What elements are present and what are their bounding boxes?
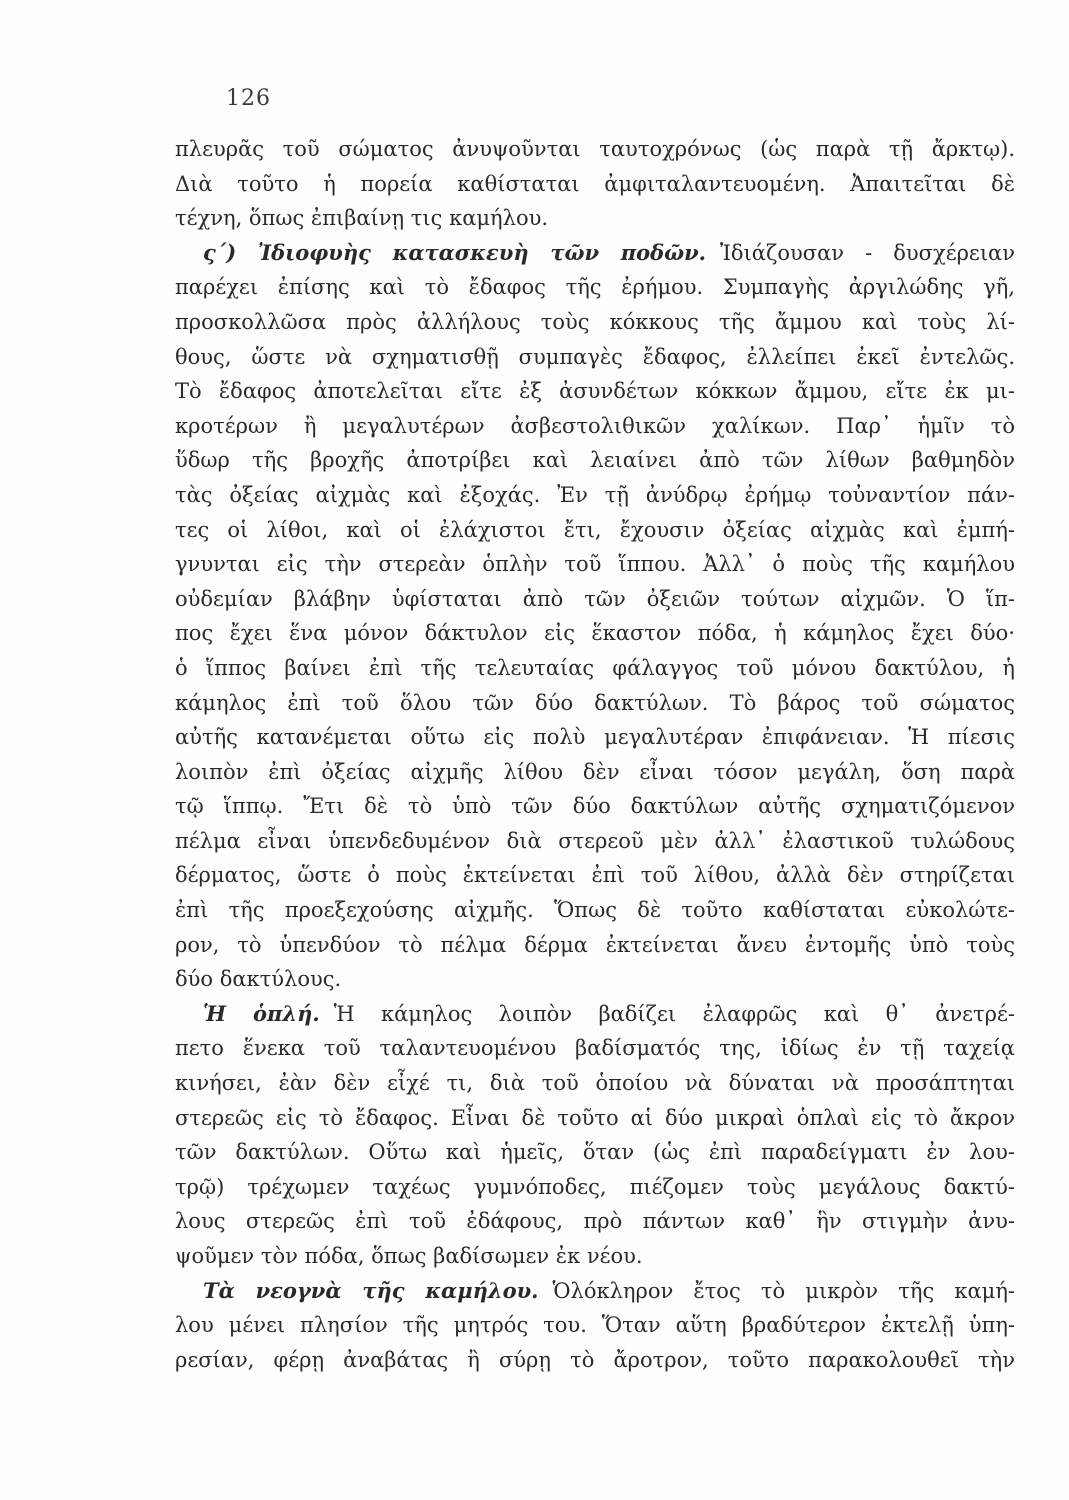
line-text: πος ἔχει ἕνα μόνον δάκτυλον εἰς ἕκαστον πόδα, ἡ κάμηλος ἔχει δύο· (175, 621, 1015, 646)
text-line (175, 651, 1015, 686)
text-line (175, 443, 1015, 478)
line-text: δέρματος, ὥστε ὁ ποὺς ἐκτείνεται ἐπὶ τοῦ λίθου, ἀλλὰ δὲν στηρίζεται (175, 863, 1015, 888)
line-text: λους στερεῶς ἐπὶ τοῦ ἐδάφους, πρὸ πάντων καθ᾽ ἣν στιγμὴν ἀνυ- (175, 1209, 1015, 1234)
line-text: κινήσει, ἐὰν δὲν εἶχέ τι, διὰ τοῦ ὁποίου νὰ δύναται νὰ προσάπτηται (175, 1071, 1015, 1096)
text-line (175, 582, 1015, 617)
line-text: Τὸ ἔδαφος ἀποτελεῖται εἴτε ἐξ ἀσυνδέτων κόκκων ἄμμου, εἴτε ἐκ μι- (175, 379, 1015, 404)
line-text: κροτέρων ἢ μεγαλυτέρων ἀσβεστολιθικῶν χαλίκων. Παρ᾽ ἡμῖν τὸ (175, 413, 1015, 438)
body-text (175, 132, 1015, 1377)
line-text: Ὁλόκληρον ἔτος τὸ μικρὸν τῆς καμή- (552, 1278, 1015, 1303)
line-text: οὐδεμίαν βλάβην ὑφίσταται ἀπὸ τῶν ὀξειῶν τούτων αἰχμῶν. Ὁ ἵπ- (175, 586, 1015, 611)
text-line (175, 409, 1015, 444)
line-text: κάμηλος ἐπὶ τοῦ ὅλου τῶν δύο δακτύλων. Τὸ βάρος τοῦ σώματος (175, 690, 1015, 715)
section-heading: Τὰ νεογνὰ τῆς καμήλου. (203, 1277, 539, 1303)
text-line (175, 1308, 1015, 1343)
text-line (175, 1066, 1015, 1101)
text-line (175, 305, 1015, 340)
line-text: αὐτῆς κατανέμεται οὕτω εἰς πολὺ μεγαλυτέραν ἐπιφάνειαν. Ἡ πίεσις (175, 725, 1015, 750)
line-text: τὰς ὀξείας αἰχμὰς καὶ ἐξοχάς. Ἐν τῇ ἀνύδρῳ ἐρήμῳ τοὐναντίον πάν- (175, 482, 1015, 507)
line-text: πέλμα εἶναι ὑπενδεδυμένον διὰ στερεοῦ μὲν ἀλλ᾽ ἐλαστικοῦ τυλώδους (175, 828, 1015, 853)
text-line (175, 201, 1015, 236)
text-line (175, 789, 1015, 824)
text-line (175, 858, 1015, 893)
line-text: προσκολλῶσα πρὸς ἀλλήλους τοὺς κόκκους τῆς ἄμμου καὶ τοὺς λί- (175, 309, 1015, 334)
line-text: λου μένει πλησίον τῆς μητρός του. Ὅταν αὕτη βραδύτερον ἐκτελῇ ὑπη- (175, 1313, 1015, 1338)
text-line (175, 755, 1015, 790)
text-line (175, 374, 1015, 409)
line-text: ἐπὶ τῆς προεξεχούσης αἰχμῆς. Ὅπως δὲ τοῦτο καθίσταται εὐκολώτε- (175, 898, 1015, 923)
text-line (175, 478, 1015, 513)
text-line (175, 686, 1015, 721)
text-line (175, 616, 1015, 651)
text-line (175, 928, 1015, 963)
line-text: ψοῦμεν τὸν πόδα, ὅπως βαδίσωμεν ἐκ νέου. (175, 1244, 643, 1268)
section-heading: Ἡ ὁπλή. (203, 1000, 320, 1026)
line-text: τες οἱ λίθοι, καὶ οἱ ἐλάχιστοι ἔτι, ἔχουσιν ὀξείας αἰχμὰς καὶ ἐμπή- (175, 517, 1015, 542)
line-text: Ἰδιάζουσαν - δυσχέρειαν (719, 240, 1015, 265)
line-text: γνυνται εἰς τὴν στερεὰν ὁπλὴν τοῦ ἵππου. Ἀλλ᾽ ὁ ποὺς τῆς καμήλου (175, 552, 1015, 577)
line-text: Ἡ κάμηλος λοιπὸν βαδίζει ἐλαφρῶς καὶ θ᾽ ἀνετρέ- (333, 1001, 1015, 1026)
line-text: τῶν δακτύλων. Οὕτω καὶ ἡμεῖς, ὅταν (ὡς ἐπὶ παραδείγματι ἐν λου- (175, 1140, 1015, 1165)
text-line (175, 1343, 1015, 1378)
text-line (175, 132, 1015, 167)
line-text: πλευρᾶς τοῦ σώματος ἀνυψοῦνται ταυτοχρόνως (ὡς παρὰ τῇ ἄρκτῳ). (175, 137, 1015, 161)
text-line (175, 962, 1015, 997)
text-line (175, 1239, 1015, 1274)
line-text: τέχνη, ὅπως ἐπιβαίνῃ τις καμήλου. (175, 206, 549, 231)
section-heading: ς΄) Ἰδιοφυὴς κατασκευὴ τῶν ποδῶν. (203, 239, 706, 265)
line-text: παρέχει ἐπίσης καὶ τὸ ἔδαφος τῆς ἐρήμου. Συμπαγὴς ἀργιλώδης γῆ, (175, 275, 1015, 300)
line-text: λοιπὸν ἐπὶ ὀξείας αἰχμῆς λίθου δὲν εἶναι τόσον μεγάλη, ὅση παρὰ (175, 759, 1015, 784)
line-text: ρεσίαν, φέρῃ ἀναβάτας ἢ σύρῃ τὸ ἄροτρον, τοῦτο παρακολουθεῖ τὴν (175, 1347, 1015, 1372)
line-text: θους, ὥστε νὰ σχηματισθῇ συμπαγὲς ἔδαφος, ἐλλείπει ἐκεῖ ἐντελῶς. (175, 344, 1015, 369)
section-heading-line (175, 1274, 1015, 1309)
line-text: Διὰ τοῦτο ἡ πορεία καθίσταται ἀμφιταλαντευομένη. Ἀπαιτεῖται δὲ (175, 171, 1015, 196)
line-text: ὁ ἵππος βαίνει ἐπὶ τῆς τελευταίας φάλαγγος τοῦ μόνου δακτύλου, ἡ (175, 655, 1015, 680)
text-line (175, 824, 1015, 859)
section-heading-line (175, 236, 1015, 271)
text-line (175, 547, 1015, 582)
line-text: ὕδωρ τῆς βροχῆς ἀποτρίβει καὶ λειαίνει ἀπὸ τῶν λίθων βαθμηδὸν (175, 448, 1015, 473)
line-text: στερεῶς εἰς τὸ ἔδαφος. Εἶναι δὲ τοῦτο αἱ δύο μικραὶ ὁπλαὶ εἰς τὸ ἄκρον (175, 1105, 1015, 1130)
text-line (175, 1101, 1015, 1136)
text-line (175, 1135, 1015, 1170)
text-line (175, 513, 1015, 548)
line-text: τῷ ἵππῳ. Ἔτι δὲ τὸ ὑπὸ τῶν δύο δακτύλων αὐτῆς σχηματιζόμενον (175, 794, 1015, 819)
line-text: τρῷ) τρέχωμεν ταχέως γυμνόποδες, πιέζομεν τοὺς μεγάλους δακτύ- (175, 1174, 1015, 1199)
line-text: πετο ἕνεκα τοῦ ταλαντευομένου βαδίσματός της, ἰδίως ἐν τῇ ταχείᾳ (175, 1036, 1015, 1061)
page-number: 126 (226, 86, 271, 111)
text-line (175, 1170, 1015, 1205)
line-text: δύο δακτύλους. (175, 967, 342, 992)
text-line (175, 1204, 1015, 1239)
text-line (175, 270, 1015, 305)
section-heading-line (175, 997, 1015, 1032)
line-text: ρον, τὸ ὑπενδύον τὸ πέλμα δέρμα ἐκτείνεται ἄνευ ἐντομῆς ὑπὸ τοὺς (175, 932, 1015, 957)
text-line (175, 720, 1015, 755)
text-line (175, 340, 1015, 375)
text-line (175, 167, 1015, 202)
text-line (175, 1031, 1015, 1066)
text-line (175, 893, 1015, 928)
